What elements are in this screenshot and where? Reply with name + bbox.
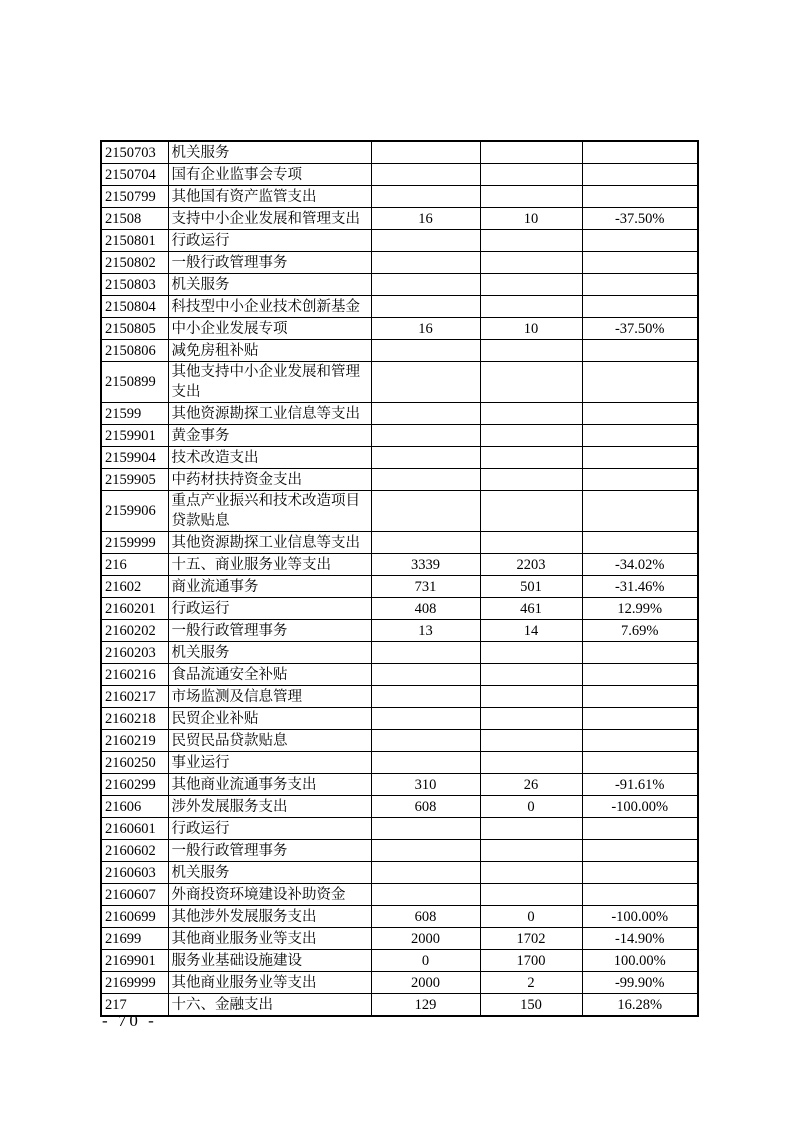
change-percent-cell: -99.90% bbox=[582, 972, 698, 994]
amount-col2-cell: 150 bbox=[480, 994, 582, 1017]
amount-col2-cell: 10 bbox=[480, 318, 582, 340]
amount-col1-cell: 16 bbox=[371, 318, 480, 340]
name-cell: 黄金事务 bbox=[168, 425, 371, 447]
table-row bbox=[101, 403, 698, 425]
name-cell: 重点产业振兴和技术改造项目贷款贴息 bbox=[168, 491, 371, 532]
amount-col2-cell: 0 bbox=[480, 796, 582, 818]
table-row bbox=[101, 972, 698, 994]
name-cell: 事业运行 bbox=[168, 752, 371, 774]
name-cell: 一般行政管理事务 bbox=[168, 840, 371, 862]
table-row bbox=[101, 840, 698, 862]
table-row bbox=[101, 469, 698, 491]
amount-col1-cell bbox=[371, 340, 480, 362]
amount-col2-cell: 2203 bbox=[480, 554, 582, 576]
amount-col1-cell: 310 bbox=[371, 774, 480, 796]
name-cell: 民贸企业补贴 bbox=[168, 708, 371, 730]
table-row bbox=[101, 532, 698, 554]
table-row bbox=[101, 774, 698, 796]
amount-col2-cell bbox=[480, 752, 582, 774]
amount-col2-cell bbox=[480, 532, 582, 554]
table-row bbox=[101, 230, 698, 252]
amount-col2-cell bbox=[480, 186, 582, 208]
code-cell: 2150804 bbox=[101, 296, 168, 318]
amount-col1-cell bbox=[371, 532, 480, 554]
table-row bbox=[101, 296, 698, 318]
amount-col1-cell bbox=[371, 252, 480, 274]
amount-col2-cell: 14 bbox=[480, 620, 582, 642]
code-cell: 2160202 bbox=[101, 620, 168, 642]
code-cell: 21602 bbox=[101, 576, 168, 598]
change-percent-cell: -100.00% bbox=[582, 906, 698, 928]
amount-col1-cell bbox=[371, 686, 480, 708]
code-cell: 2150803 bbox=[101, 274, 168, 296]
code-cell: 216 bbox=[101, 554, 168, 576]
page-number: - 70 - bbox=[102, 1011, 157, 1030]
code-cell: 2150806 bbox=[101, 340, 168, 362]
name-cell: 其他商业服务业等支出 bbox=[168, 972, 371, 994]
change-percent-cell: -100.00% bbox=[582, 796, 698, 818]
name-cell: 民贸民品贷款贴息 bbox=[168, 730, 371, 752]
change-percent-cell bbox=[582, 862, 698, 884]
name-cell: 行政运行 bbox=[168, 230, 371, 252]
change-percent-cell: -37.50% bbox=[582, 318, 698, 340]
name-cell: 食品流通安全补贴 bbox=[168, 664, 371, 686]
name-cell: 一般行政管理事务 bbox=[168, 620, 371, 642]
amount-col1-cell bbox=[371, 274, 480, 296]
name-cell: 其他商业流通事务支出 bbox=[168, 774, 371, 796]
table-row bbox=[101, 752, 698, 774]
name-cell: 支持中小企业发展和管理支出 bbox=[168, 208, 371, 230]
amount-col2-cell bbox=[480, 141, 582, 164]
code-cell: 21599 bbox=[101, 403, 168, 425]
name-cell: 机关服务 bbox=[168, 862, 371, 884]
name-cell: 十六、金融支出 bbox=[168, 994, 371, 1017]
amount-col2-cell bbox=[480, 403, 582, 425]
amount-col1-cell bbox=[371, 296, 480, 318]
name-cell: 其他资源勘探工业信息等支出 bbox=[168, 532, 371, 554]
change-percent-cell bbox=[582, 403, 698, 425]
change-percent-cell bbox=[582, 296, 698, 318]
code-cell: 2150801 bbox=[101, 230, 168, 252]
table-row bbox=[101, 730, 698, 752]
amount-col1-cell: 2000 bbox=[371, 928, 480, 950]
name-cell: 一般行政管理事务 bbox=[168, 252, 371, 274]
code-cell: 21699 bbox=[101, 928, 168, 950]
amount-col1-cell bbox=[371, 469, 480, 491]
budget-table bbox=[100, 140, 699, 1017]
amount-col1-cell bbox=[371, 818, 480, 840]
change-percent-cell bbox=[582, 230, 698, 252]
amount-col2-cell: 1702 bbox=[480, 928, 582, 950]
code-cell: 21508 bbox=[101, 208, 168, 230]
name-cell: 其他资源勘探工业信息等支出 bbox=[168, 403, 371, 425]
amount-col1-cell bbox=[371, 164, 480, 186]
amount-col1-cell bbox=[371, 403, 480, 425]
change-percent-cell bbox=[582, 252, 698, 274]
table-row bbox=[101, 340, 698, 362]
change-percent-cell: -34.02% bbox=[582, 554, 698, 576]
change-percent-cell bbox=[582, 884, 698, 906]
amount-col2-cell bbox=[480, 708, 582, 730]
name-cell: 其他商业服务业等支出 bbox=[168, 928, 371, 950]
change-percent-cell bbox=[582, 164, 698, 186]
amount-col1-cell: 2000 bbox=[371, 972, 480, 994]
table-row bbox=[101, 906, 698, 928]
name-cell: 商业流通事务 bbox=[168, 576, 371, 598]
table-row bbox=[101, 186, 698, 208]
change-percent-cell bbox=[582, 708, 698, 730]
amount-col2-cell bbox=[480, 274, 582, 296]
change-percent-cell: 7.69% bbox=[582, 620, 698, 642]
change-percent-cell bbox=[582, 340, 698, 362]
table-row bbox=[101, 928, 698, 950]
amount-col2-cell bbox=[480, 664, 582, 686]
name-cell: 市场监测及信息管理 bbox=[168, 686, 371, 708]
table-row bbox=[101, 252, 698, 274]
name-cell: 其他国有资产监管支出 bbox=[168, 186, 371, 208]
change-percent-cell bbox=[582, 141, 698, 164]
amount-col1-cell bbox=[371, 141, 480, 164]
table-row bbox=[101, 620, 698, 642]
change-percent-cell bbox=[582, 730, 698, 752]
amount-col2-cell bbox=[480, 818, 582, 840]
table-row bbox=[101, 208, 698, 230]
table-row bbox=[101, 318, 698, 340]
change-percent-cell bbox=[582, 469, 698, 491]
amount-col1-cell: 13 bbox=[371, 620, 480, 642]
name-cell: 行政运行 bbox=[168, 598, 371, 620]
code-cell: 2150802 bbox=[101, 252, 168, 274]
code-cell: 2160203 bbox=[101, 642, 168, 664]
amount-col1-cell bbox=[371, 230, 480, 252]
table-row bbox=[101, 447, 698, 469]
change-percent-cell bbox=[582, 274, 698, 296]
amount-col2-cell bbox=[480, 252, 582, 274]
amount-col1-cell: 408 bbox=[371, 598, 480, 620]
amount-col2-cell bbox=[480, 340, 582, 362]
table-row bbox=[101, 274, 698, 296]
change-percent-cell bbox=[582, 818, 698, 840]
code-cell: 2150704 bbox=[101, 164, 168, 186]
code-cell: 2159906 bbox=[101, 491, 168, 532]
name-cell: 中药材扶持资金支出 bbox=[168, 469, 371, 491]
table-row bbox=[101, 950, 698, 972]
code-cell: 2150799 bbox=[101, 186, 168, 208]
change-percent-cell: -31.46% bbox=[582, 576, 698, 598]
change-percent-cell bbox=[582, 686, 698, 708]
change-percent-cell bbox=[582, 186, 698, 208]
amount-col1-cell bbox=[371, 425, 480, 447]
change-percent-cell bbox=[582, 532, 698, 554]
amount-col2-cell: 501 bbox=[480, 576, 582, 598]
code-cell: 2160601 bbox=[101, 818, 168, 840]
amount-col1-cell: 16 bbox=[371, 208, 480, 230]
name-cell: 涉外发展服务支出 bbox=[168, 796, 371, 818]
name-cell: 行政运行 bbox=[168, 818, 371, 840]
code-cell: 2160219 bbox=[101, 730, 168, 752]
code-cell: 21606 bbox=[101, 796, 168, 818]
table-row bbox=[101, 164, 698, 186]
amount-col1-cell bbox=[371, 447, 480, 469]
name-cell: 其他支持中小企业发展和管理支出 bbox=[168, 362, 371, 403]
amount-col1-cell bbox=[371, 862, 480, 884]
table-row bbox=[101, 664, 698, 686]
table-row bbox=[101, 576, 698, 598]
table-row bbox=[101, 642, 698, 664]
amount-col1-cell bbox=[371, 752, 480, 774]
amount-col2-cell bbox=[480, 469, 582, 491]
amount-col2-cell: 0 bbox=[480, 906, 582, 928]
table-row bbox=[101, 491, 698, 532]
code-cell: 2160201 bbox=[101, 598, 168, 620]
code-cell: 2160299 bbox=[101, 774, 168, 796]
change-percent-cell: -14.90% bbox=[582, 928, 698, 950]
change-percent-cell bbox=[582, 491, 698, 532]
amount-col2-cell bbox=[480, 491, 582, 532]
table-row bbox=[101, 884, 698, 906]
name-cell: 其他涉外发展服务支出 bbox=[168, 906, 371, 928]
amount-col1-cell: 608 bbox=[371, 906, 480, 928]
code-cell: 2150805 bbox=[101, 318, 168, 340]
change-percent-cell bbox=[582, 447, 698, 469]
amount-col1-cell bbox=[371, 730, 480, 752]
code-cell: 2159904 bbox=[101, 447, 168, 469]
code-cell: 217 bbox=[101, 994, 168, 1017]
code-cell: 2160607 bbox=[101, 884, 168, 906]
amount-col2-cell bbox=[480, 686, 582, 708]
table-row bbox=[101, 425, 698, 447]
amount-col1-cell bbox=[371, 362, 480, 403]
amount-col2-cell bbox=[480, 884, 582, 906]
amount-col1-cell bbox=[371, 840, 480, 862]
name-cell: 国有企业监事会专项 bbox=[168, 164, 371, 186]
change-percent-cell bbox=[582, 362, 698, 403]
amount-col2-cell: 10 bbox=[480, 208, 582, 230]
table-row bbox=[101, 362, 698, 403]
code-cell: 2169901 bbox=[101, 950, 168, 972]
code-cell: 2169999 bbox=[101, 972, 168, 994]
code-cell: 2160602 bbox=[101, 840, 168, 862]
change-percent-cell: 100.00% bbox=[582, 950, 698, 972]
code-cell: 2160603 bbox=[101, 862, 168, 884]
amount-col2-cell bbox=[480, 730, 582, 752]
name-cell: 十五、商业服务业等支出 bbox=[168, 554, 371, 576]
code-cell: 2150703 bbox=[101, 141, 168, 164]
table-row bbox=[101, 708, 698, 730]
change-percent-cell bbox=[582, 664, 698, 686]
code-cell: 2160217 bbox=[101, 686, 168, 708]
amount-col1-cell: 731 bbox=[371, 576, 480, 598]
amount-col1-cell: 3339 bbox=[371, 554, 480, 576]
name-cell: 机关服务 bbox=[168, 141, 371, 164]
code-cell: 2160216 bbox=[101, 664, 168, 686]
change-percent-cell bbox=[582, 425, 698, 447]
change-percent-cell: 16.28% bbox=[582, 994, 698, 1017]
amount-col1-cell bbox=[371, 491, 480, 532]
table-row bbox=[101, 818, 698, 840]
table-row bbox=[101, 796, 698, 818]
table-row bbox=[101, 598, 698, 620]
amount-col2-cell bbox=[480, 296, 582, 318]
name-cell: 服务业基础设施建设 bbox=[168, 950, 371, 972]
code-cell: 2160250 bbox=[101, 752, 168, 774]
code-cell: 2159999 bbox=[101, 532, 168, 554]
budget-table-body bbox=[101, 141, 698, 1016]
table-row bbox=[101, 686, 698, 708]
amount-col2-cell bbox=[480, 840, 582, 862]
table-row bbox=[101, 554, 698, 576]
name-cell: 外商投资环境建设补助资金 bbox=[168, 884, 371, 906]
table-row bbox=[101, 994, 698, 1017]
amount-col1-cell bbox=[371, 884, 480, 906]
name-cell: 机关服务 bbox=[168, 274, 371, 296]
change-percent-cell bbox=[582, 840, 698, 862]
amount-col2-cell bbox=[480, 642, 582, 664]
name-cell: 科技型中小企业技术创新基金 bbox=[168, 296, 371, 318]
amount-col2-cell bbox=[480, 362, 582, 403]
amount-col2-cell bbox=[480, 447, 582, 469]
amount-col2-cell bbox=[480, 425, 582, 447]
change-percent-cell bbox=[582, 642, 698, 664]
table-row bbox=[101, 141, 698, 164]
amount-col2-cell: 1700 bbox=[480, 950, 582, 972]
amount-col2-cell bbox=[480, 164, 582, 186]
name-cell: 机关服务 bbox=[168, 642, 371, 664]
amount-col2-cell: 2 bbox=[480, 972, 582, 994]
code-cell: 2159905 bbox=[101, 469, 168, 491]
amount-col2-cell: 26 bbox=[480, 774, 582, 796]
name-cell: 减免房租补贴 bbox=[168, 340, 371, 362]
amount-col2-cell: 461 bbox=[480, 598, 582, 620]
change-percent-cell bbox=[582, 752, 698, 774]
amount-col1-cell bbox=[371, 642, 480, 664]
table-row bbox=[101, 862, 698, 884]
amount-col1-cell bbox=[371, 664, 480, 686]
code-cell: 2159901 bbox=[101, 425, 168, 447]
amount-col1-cell: 129 bbox=[371, 994, 480, 1017]
code-cell: 2150899 bbox=[101, 362, 168, 403]
change-percent-cell: -37.50% bbox=[582, 208, 698, 230]
change-percent-cell: -91.61% bbox=[582, 774, 698, 796]
name-cell: 技术改造支出 bbox=[168, 447, 371, 469]
amount-col1-cell bbox=[371, 186, 480, 208]
code-cell: 2160218 bbox=[101, 708, 168, 730]
change-percent-cell: 12.99% bbox=[582, 598, 698, 620]
amount-col1-cell: 0 bbox=[371, 950, 480, 972]
code-cell: 2160699 bbox=[101, 906, 168, 928]
amount-col2-cell bbox=[480, 230, 582, 252]
amount-col1-cell: 608 bbox=[371, 796, 480, 818]
amount-col1-cell bbox=[371, 708, 480, 730]
name-cell: 中小企业发展专项 bbox=[168, 318, 371, 340]
amount-col2-cell bbox=[480, 862, 582, 884]
